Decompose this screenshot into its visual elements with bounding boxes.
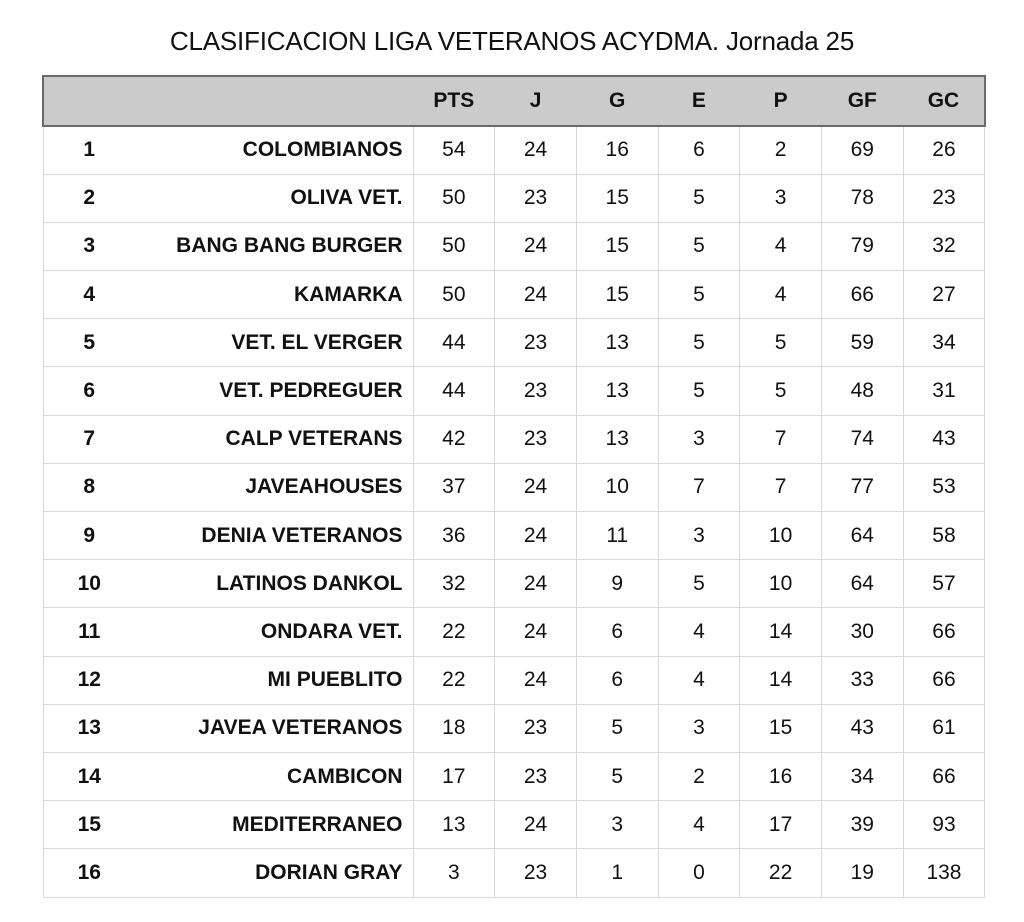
position-cell: 10 — [43, 560, 135, 608]
position-cell: 2 — [43, 174, 135, 222]
lost-cell: 3 — [740, 174, 822, 222]
goals-for-cell: 39 — [821, 801, 903, 849]
goals-for-cell: 30 — [821, 608, 903, 656]
table-row — [43, 512, 985, 560]
goals-against-cell: 31 — [903, 367, 985, 415]
won-cell: 13 — [576, 319, 658, 367]
played-cell: 24 — [495, 608, 577, 656]
lost-cell: 7 — [740, 463, 822, 511]
team-name-cell: ONDARA VET. — [135, 608, 413, 656]
points-cell: 22 — [413, 608, 495, 656]
page-title: CLASIFICACION LIGA VETERANOS ACYDMA. Jornada 25 — [169, 26, 855, 56]
column-header-e: E — [658, 76, 740, 126]
lost-cell: 4 — [740, 271, 822, 319]
table-header-row — [43, 76, 985, 126]
position-cell: 11 — [43, 608, 135, 656]
goals-against-cell: 58 — [903, 512, 985, 560]
table-row — [43, 752, 985, 800]
position-cell: 1 — [43, 126, 135, 174]
position-cell: 8 — [43, 463, 135, 511]
goals-for-cell: 74 — [821, 415, 903, 463]
position-cell: 6 — [43, 367, 135, 415]
goals-for-cell: 69 — [821, 126, 903, 174]
won-cell: 9 — [576, 560, 658, 608]
lost-cell: 10 — [740, 512, 822, 560]
team-name-cell: COLOMBIANOS — [135, 126, 413, 174]
played-cell: 23 — [495, 367, 577, 415]
position-cell: 15 — [43, 801, 135, 849]
team-name-cell: BANG BANG BURGER — [135, 222, 413, 270]
played-cell: 23 — [495, 704, 577, 752]
won-cell: 15 — [576, 222, 658, 270]
position-cell: 12 — [43, 656, 135, 704]
drawn-cell: 4 — [658, 801, 740, 849]
points-cell: 32 — [413, 560, 495, 608]
position-cell: 9 — [43, 512, 135, 560]
drawn-cell: 7 — [658, 463, 740, 511]
won-cell: 13 — [576, 415, 658, 463]
goals-for-cell: 64 — [821, 512, 903, 560]
table-row — [43, 222, 985, 270]
goals-against-cell: 138 — [903, 849, 985, 897]
drawn-cell: 4 — [658, 656, 740, 704]
goals-for-cell: 43 — [821, 704, 903, 752]
points-cell: 50 — [413, 222, 495, 270]
played-cell: 24 — [495, 463, 577, 511]
goals-against-cell: 61 — [903, 704, 985, 752]
column-header-j: J — [495, 76, 577, 126]
drawn-cell: 5 — [658, 271, 740, 319]
points-cell: 44 — [413, 367, 495, 415]
played-cell: 24 — [495, 222, 577, 270]
table-row — [43, 801, 985, 849]
lost-cell: 5 — [740, 319, 822, 367]
won-cell: 11 — [576, 512, 658, 560]
goals-against-cell: 66 — [903, 752, 985, 800]
team-name-cell: MI PUEBLITO — [135, 656, 413, 704]
team-name-cell: MEDITERRANEO — [135, 801, 413, 849]
drawn-cell: 2 — [658, 752, 740, 800]
played-cell: 24 — [495, 126, 577, 174]
team-name-cell: OLIVA VET. — [135, 174, 413, 222]
lost-cell: 22 — [740, 849, 822, 897]
won-cell: 15 — [576, 271, 658, 319]
position-cell: 7 — [43, 415, 135, 463]
table-row — [43, 560, 985, 608]
team-name-cell: VET. EL VERGER — [135, 319, 413, 367]
table-row — [43, 319, 985, 367]
points-cell: 13 — [413, 801, 495, 849]
goals-for-cell: 64 — [821, 560, 903, 608]
goals-against-cell: 93 — [903, 801, 985, 849]
played-cell: 24 — [495, 560, 577, 608]
lost-cell: 4 — [740, 222, 822, 270]
table-row — [43, 463, 985, 511]
table-row — [43, 849, 985, 897]
lost-cell: 10 — [740, 560, 822, 608]
drawn-cell: 3 — [658, 512, 740, 560]
goals-against-cell: 27 — [903, 271, 985, 319]
table-row — [43, 174, 985, 222]
team-name-cell: CAMBICON — [135, 752, 413, 800]
standings-body — [43, 126, 985, 897]
goals-for-cell: 77 — [821, 463, 903, 511]
points-cell: 54 — [413, 126, 495, 174]
points-cell: 36 — [413, 512, 495, 560]
lost-cell: 14 — [740, 608, 822, 656]
position-cell: 13 — [43, 704, 135, 752]
won-cell: 15 — [576, 174, 658, 222]
goals-against-cell: 53 — [903, 463, 985, 511]
played-cell: 24 — [495, 656, 577, 704]
team-name-cell: LATINOS DANKOL — [135, 560, 413, 608]
points-cell: 22 — [413, 656, 495, 704]
won-cell: 13 — [576, 367, 658, 415]
column-header-team — [135, 76, 413, 126]
lost-cell: 16 — [740, 752, 822, 800]
table-row — [43, 367, 985, 415]
won-cell: 16 — [576, 126, 658, 174]
goals-against-cell: 34 — [903, 319, 985, 367]
lost-cell: 14 — [740, 656, 822, 704]
played-cell: 24 — [495, 512, 577, 560]
lost-cell: 15 — [740, 704, 822, 752]
team-name-cell: JAVEAHOUSES — [135, 463, 413, 511]
team-name-cell: DORIAN GRAY — [135, 849, 413, 897]
drawn-cell: 5 — [658, 560, 740, 608]
goals-against-cell: 66 — [903, 608, 985, 656]
lost-cell: 2 — [740, 126, 822, 174]
played-cell: 23 — [495, 752, 577, 800]
points-cell: 44 — [413, 319, 495, 367]
points-cell: 42 — [413, 415, 495, 463]
won-cell: 6 — [576, 608, 658, 656]
played-cell: 23 — [495, 174, 577, 222]
points-cell: 3 — [413, 849, 495, 897]
goals-against-cell: 43 — [903, 415, 985, 463]
column-header-gc: GC — [903, 76, 985, 126]
goals-against-cell: 32 — [903, 222, 985, 270]
drawn-cell: 0 — [658, 849, 740, 897]
points-cell: 18 — [413, 704, 495, 752]
goals-against-cell: 23 — [903, 174, 985, 222]
points-cell: 17 — [413, 752, 495, 800]
table-row — [43, 656, 985, 704]
won-cell: 1 — [576, 849, 658, 897]
team-name-cell: JAVEA VETERANOS — [135, 704, 413, 752]
played-cell: 23 — [495, 415, 577, 463]
goals-for-cell: 48 — [821, 367, 903, 415]
column-header-pts: PTS — [413, 76, 495, 126]
won-cell: 3 — [576, 801, 658, 849]
table-row — [43, 126, 985, 174]
goals-against-cell: 57 — [903, 560, 985, 608]
won-cell: 6 — [576, 656, 658, 704]
team-name-cell: CALP VETERANS — [135, 415, 413, 463]
table-row — [43, 608, 985, 656]
played-cell: 23 — [495, 319, 577, 367]
standings-table — [42, 75, 986, 898]
lost-cell: 5 — [740, 367, 822, 415]
drawn-cell: 5 — [658, 319, 740, 367]
table-row — [43, 271, 985, 319]
column-header-p: P — [740, 76, 822, 126]
column-header-position — [43, 76, 135, 126]
goals-for-cell: 34 — [821, 752, 903, 800]
goals-for-cell: 59 — [821, 319, 903, 367]
position-cell: 16 — [43, 849, 135, 897]
goals-for-cell: 79 — [821, 222, 903, 270]
drawn-cell: 4 — [658, 608, 740, 656]
goals-for-cell: 78 — [821, 174, 903, 222]
position-cell: 5 — [43, 319, 135, 367]
drawn-cell: 5 — [658, 222, 740, 270]
played-cell: 23 — [495, 849, 577, 897]
drawn-cell: 5 — [658, 174, 740, 222]
goals-for-cell: 19 — [821, 849, 903, 897]
table-row — [43, 704, 985, 752]
drawn-cell: 3 — [658, 704, 740, 752]
played-cell: 24 — [495, 801, 577, 849]
column-header-gf: GF — [821, 76, 903, 126]
drawn-cell: 6 — [658, 126, 740, 174]
won-cell: 5 — [576, 752, 658, 800]
points-cell: 50 — [413, 174, 495, 222]
won-cell: 10 — [576, 463, 658, 511]
goals-against-cell: 66 — [903, 656, 985, 704]
team-name-cell: DENIA VETERANOS — [135, 512, 413, 560]
played-cell: 24 — [495, 271, 577, 319]
column-header-g: G — [576, 76, 658, 126]
goals-for-cell: 66 — [821, 271, 903, 319]
position-cell: 3 — [43, 222, 135, 270]
lost-cell: 7 — [740, 415, 822, 463]
points-cell: 50 — [413, 271, 495, 319]
lost-cell: 17 — [740, 801, 822, 849]
position-cell: 14 — [43, 752, 135, 800]
drawn-cell: 5 — [658, 367, 740, 415]
points-cell: 37 — [413, 463, 495, 511]
won-cell: 5 — [576, 704, 658, 752]
goals-against-cell: 26 — [903, 126, 985, 174]
goals-for-cell: 33 — [821, 656, 903, 704]
table-row — [43, 415, 985, 463]
drawn-cell: 3 — [658, 415, 740, 463]
position-cell: 4 — [43, 271, 135, 319]
team-name-cell: KAMARKA — [135, 271, 413, 319]
team-name-cell: VET. PEDREGUER — [135, 367, 413, 415]
